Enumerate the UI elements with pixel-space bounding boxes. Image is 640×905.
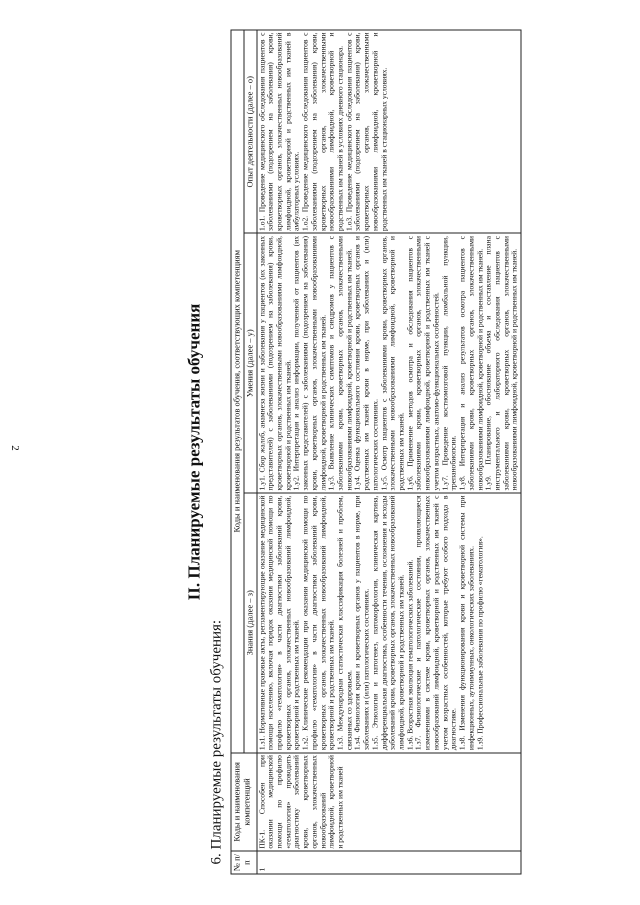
competence-cell: ПК-1. Способен при оказании медицинской помощи по профилю «гематология» проводить диагностику заболеваний крови, кроветворных органов, злокачественных новообразований лимфоидной, кроветворной и родственных им тканей	[257, 753, 522, 852]
experience-cell	[257, 30, 522, 234]
experience-item: 1.о2. Проведение медицинского обследования пациентов с заболеваниями (подозрением на заболевания) крови, кроветворных органов, злокачественными новообразованиями лимфоидной, кроветворной и родственных им тканей в условиях дневного стационара.	[300, 32, 345, 231]
header-skills: Умения (далее – у)	[244, 234, 257, 494]
knowledge-item: 1.з6. Возрастная эволюция гематологических заболеваний.	[405, 559, 415, 751]
knowledge-cell	[257, 493, 522, 753]
skill-item: 1.у6. Применение методов осмотра и обследования пациентов с заболеваниями крови, кроветворных органов, злокачественными новообразованиями лимфоидной, кроветворной и родственных им тканей с учетом возрастных, анатомо-функциональных особенностей.	[405, 236, 441, 491]
section-title: II. Планируемые результаты обучения	[184, 303, 204, 601]
knowledge-item: 1.з1. Нормативные правовые акты, регламентирующие оказание медицинской помощи населению, включая порядок оказания медицинской помощи по профилю «гематология» в части диагностики заболеваний крови, кроветворных органов, злокачественных новообразований лимфоидной, кроветворной и родственных им тканей.	[257, 495, 301, 751]
skill-item: 1.у5. Осмотр пациентов с заболеваниями крови, кроветворных органов, злокачественными новообразованиями лимфоидной, кроветворной и родственных им тканей.	[379, 236, 406, 491]
knowledge-item: 1.з2. Клинические рекомендации при оказании медицинской помощи по профилю «гематология» в части диагностики заболеваний крови, кроветворных органов, злокачественных новообразований лимфоидной, кроветворной и родственных им тканей.	[300, 495, 336, 751]
results-table	[231, 30, 522, 875]
header-experience: Опыт деятельности (далее – о)	[244, 30, 257, 234]
row-number: 1	[257, 851, 522, 874]
knowledge-item: 1.з5. Этиология и патогенез, патоморфология, клиническая картина, дифференциальная диагностика, особенности течения, осложнения и исходы заболеваний крови, кроветворных органов, злокачественных новообразований лимфоидной, кроветворной и родственных им тканей.	[370, 495, 406, 751]
page-number: 2	[8, 445, 21, 451]
header-results-group: Коды и наименования результатов обучения, соответствующих компетенциям	[231, 30, 244, 753]
skill-item: 1.у8. Интерпретация и анализ результатов осмотра пациентов с заболеваниями крови, кроветворных органов, злокачественными новообразованиями лимфоидной, кроветворной и родственных им тканей.	[457, 236, 484, 491]
skill-item: 1.у2. Интерпретация и анализ информации, полученной от пациентов (их законных представителей) с заболеваниями (подозрением на заболевания) крови, кроветворных органов, злокачественными новообразованиями лимфоидной, кроветворной и родственных им тканей.	[291, 236, 328, 491]
knowledge-item: 1.з7. Физиологические и патологические состояния, проявляющиеся изменениями в системе крови, кроветворных органов, злокачественных новообразований лимфоидной, кроветворной и родственных им тканей с учетом возрастных особенностей, которые требуют особого подхода в диагностике.	[413, 495, 458, 751]
subsection-title: 6. Планируемые результаты обучения:	[208, 619, 225, 865]
experience-item: 1.о3. Проведение медицинского обследования пациентов с заболеваниями (подозрением на заболевания) крови, кроветворных органов, злокачественными новообразованиями лимфоидной, кроветворной и родственных им тканей в стационарных условиях.	[344, 32, 389, 231]
header-number: № п/п	[231, 851, 257, 874]
knowledge-item: 1.з9. Профессиональные заболевания по профилю «гематология».	[475, 536, 484, 751]
skill-item: 1.у7. Проведение костномозговой пункции, люмбальной пункции, трепанобиопсии.	[440, 236, 458, 491]
experience-item: 1.о1. Проведение медицинского обследования пациентов с заболеваниями (подозрением на заболевания) крови, кроветворных органов, злокачественных новообразований лимфоидной, кроветворной и родственных им тканей в амбулаторных условиях.	[257, 32, 301, 231]
skill-item: 1.у4. Оценка функционального состояния крови, кроветворных органов и родственных им тканей крови в норме, при заболеваниях и (или) патологических состояниях.	[352, 236, 380, 491]
skill-item: 1.у3. Выявление клинических симптомов и синдромов у пациентов с заболеваниями крови, кроветворных органов, злокачественными новообразованиями лимфоидной, кроветворной и родственных им тканей.	[326, 236, 354, 491]
table-row	[257, 30, 522, 874]
skill-item: 1.у9. Планирование, обоснование объема и составление плана инструментального и лабораторного обследования пациентов с заболеваниями крови, кроветворных органов, злокачественными новообразованиями лимфоидной, кроветворной и родственных им тканей.	[483, 236, 519, 491]
rotated-page-content	[183, 30, 640, 875]
header-knowledge: Знания (далее – з)	[244, 493, 257, 753]
knowledge-item: 1.з3. Международная статистическая классификация болезней и проблем, связанных со здоровьем.	[335, 495, 354, 751]
knowledge-item: 1.з8. Изменения функционирования крови и кроветворной системы при инфекционных, аутоиммунных, онкологических заболеваниях.	[457, 495, 476, 751]
knowledge-item: 1.з4. Физиология крови и кроветворных органов у пациентов в норме, при заболеваниях и (или) патологических состояниях.	[352, 495, 371, 751]
header-competence-code: Коды и наименования компетенций	[231, 753, 257, 852]
skills-cell	[257, 234, 522, 494]
skill-item: 1.у1. Сбор жалоб, анамнеза жизни и заболевания у пациентов (их законных представителей) с заболеваниями (подозрением на заболевания) крови, кроветворных органов, злокачественными новообразованиями лимфоидной, кроветворной и родственных им тканей.	[257, 236, 293, 491]
